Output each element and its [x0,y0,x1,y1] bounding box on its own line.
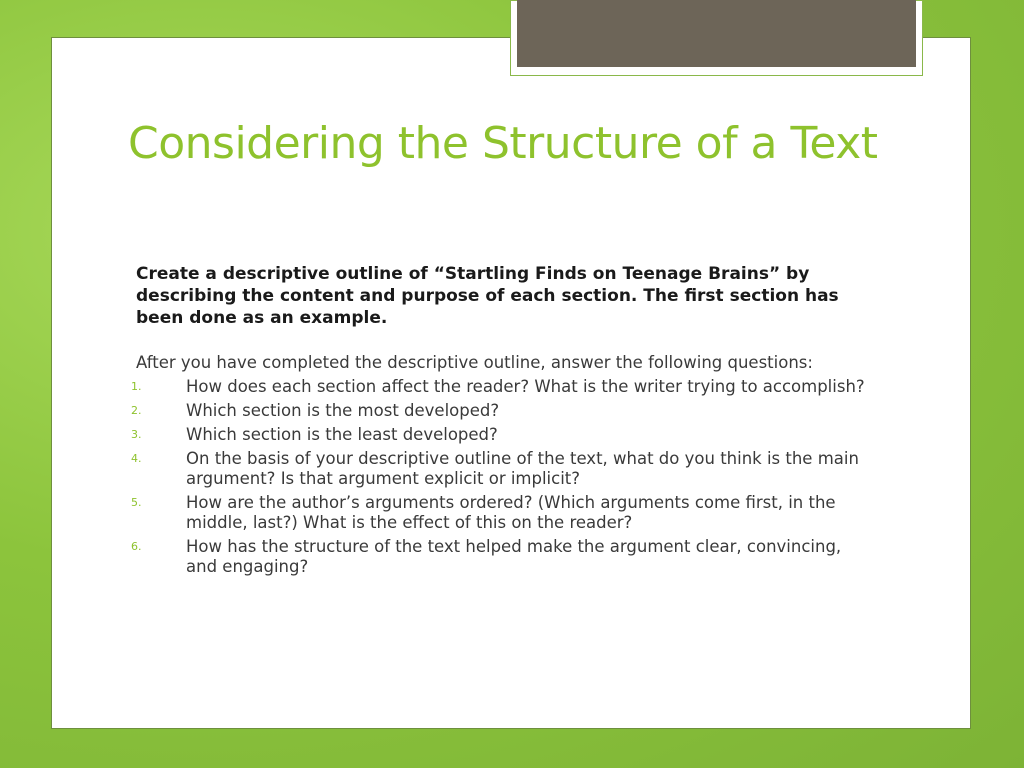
header-tab-block [517,0,916,67]
question-text: Which section is the most developed? [186,401,500,420]
question-list [131,377,876,577]
lead-paragraph: After you have completed the descriptive outline, answer the following questions: [136,353,813,372]
question-text: Which section is the least developed? [186,425,498,444]
question-number: 5. [131,496,142,509]
question-item [131,449,876,489]
intro-paragraph: Create a descriptive outline of “Startling Finds on Teenage Brains” by describing the content and purpose of each section. The first section has been done as an example. [136,264,839,328]
question-item [131,377,876,397]
question-item [131,493,876,533]
question-item [131,537,876,577]
question-item [131,425,876,445]
question-number: 6. [131,540,142,553]
slide-content [131,263,876,581]
question-number: 2. [131,404,142,417]
question-number: 4. [131,452,142,465]
question-text: How does each section affect the reader? What is the writer trying to accomplish? [186,377,865,396]
question-text: How has the structure of the text helped make the argument clear, convincing, and engaging? [186,537,842,576]
slide-title: Considering the Structure of a Text [128,118,878,169]
question-number: 1. [131,380,142,393]
question-text: On the basis of your descriptive outline of the text, what do you think is the main argument? Is that argument explicit or implicit? [186,449,859,488]
question-text: How are the author’s arguments ordered? (Which arguments come first, in the middle, last?) What is the effect of this on the reader? [186,493,836,532]
question-item [131,401,876,421]
question-number: 3. [131,428,142,441]
